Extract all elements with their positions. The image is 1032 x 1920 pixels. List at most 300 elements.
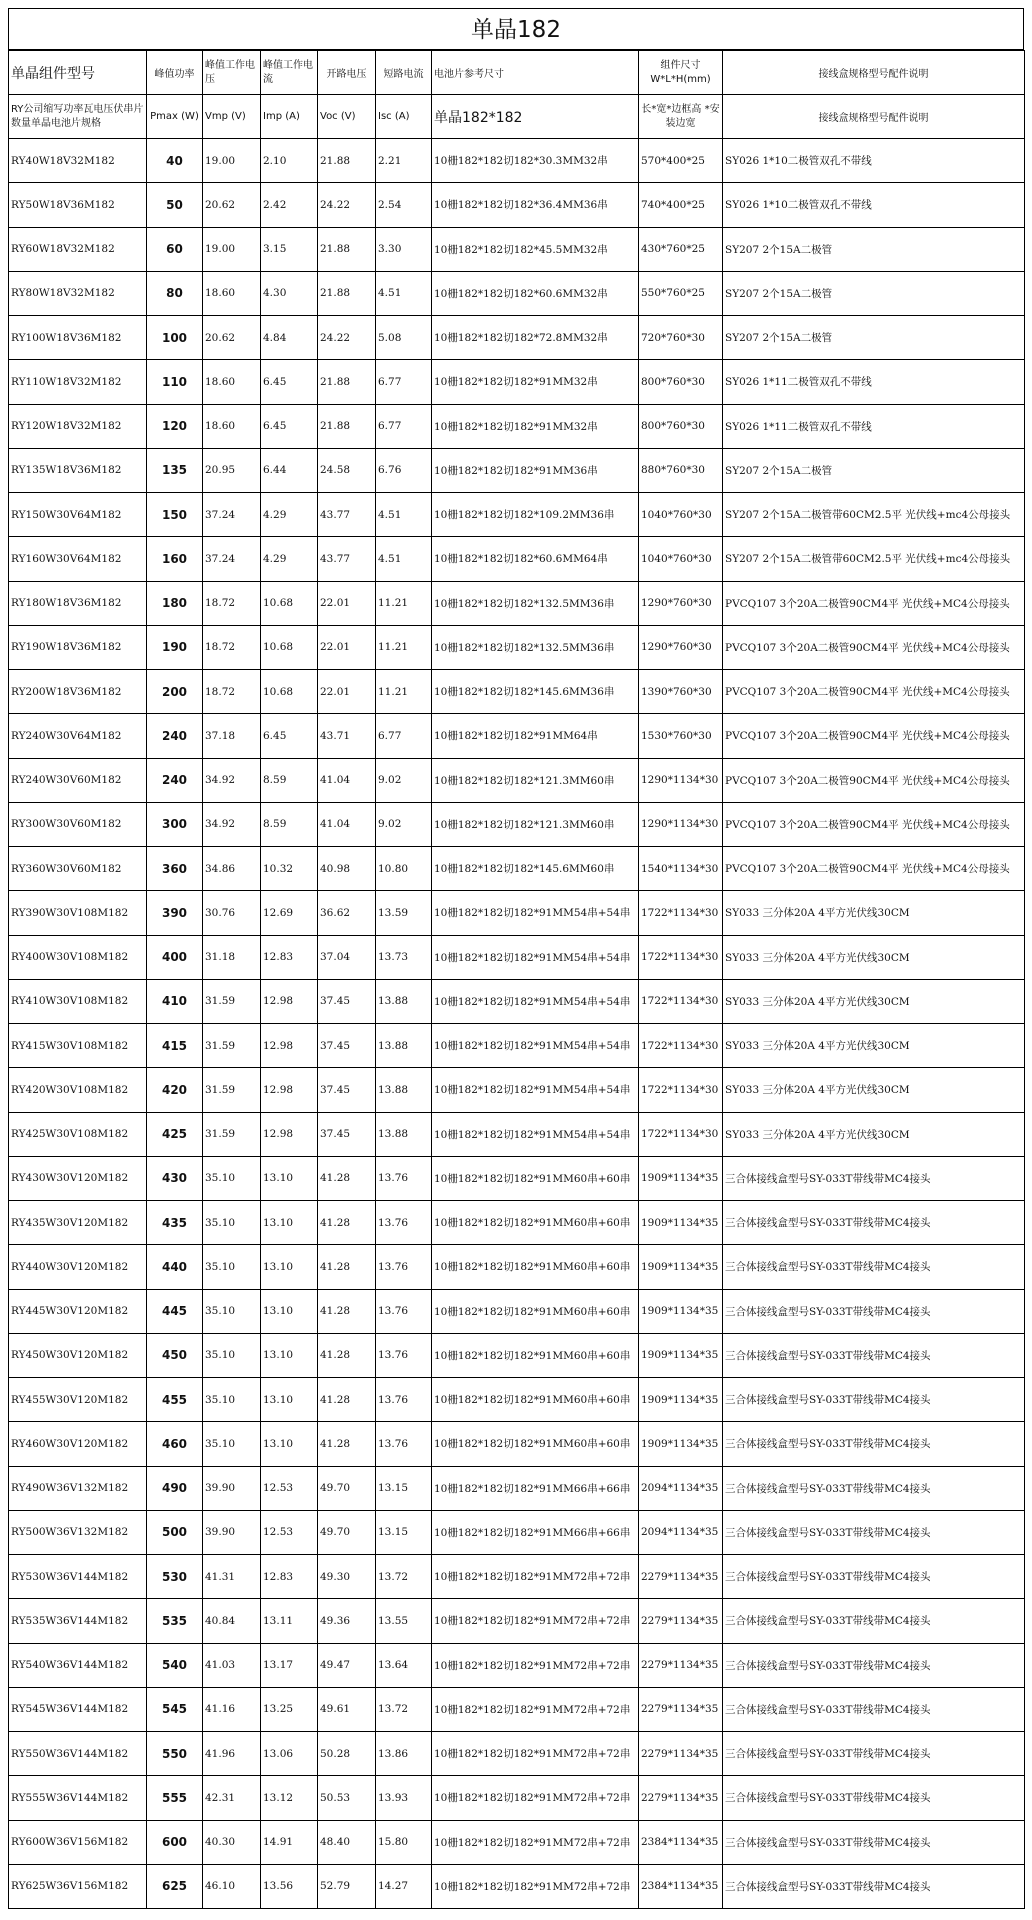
cell-isc: 13.88 [376, 979, 432, 1023]
cell-voc: 41.28 [318, 1156, 376, 1200]
cell-voc: 49.36 [318, 1599, 376, 1643]
cell-size: 2279*1134*35 [639, 1732, 723, 1776]
cell-voc: 41.04 [318, 802, 376, 846]
cell-cell: 10栅182*182切182*30.3MM32串 [432, 139, 639, 183]
cell-imp: 4.29 [261, 493, 318, 537]
cell-vmp: 35.10 [203, 1333, 261, 1377]
cell-vmp: 31.59 [203, 1024, 261, 1068]
cell-voc: 37.04 [318, 935, 376, 979]
cell-power: 420 [147, 1068, 203, 1112]
cell-imp: 2.42 [261, 183, 318, 227]
cell-vmp: 41.96 [203, 1732, 261, 1776]
cell-isc: 13.76 [376, 1201, 432, 1245]
table-row [9, 1555, 1025, 1599]
cell-cell: 10栅182*182切182*91MM54串+54串 [432, 979, 639, 1023]
cell-power: 460 [147, 1422, 203, 1466]
cell-model: RY555W36V144M182 [9, 1776, 147, 1820]
cell-model: RY435W30V120M182 [9, 1201, 147, 1245]
cell-isc: 2.54 [376, 183, 432, 227]
cell-voc: 43.77 [318, 493, 376, 537]
cell-cell: 10栅182*182切182*91MM60串+60串 [432, 1201, 639, 1245]
cell-jbox: 三合体接线盒型号SY-033T带线带MC4接头 [723, 1555, 1025, 1599]
cell-voc: 50.28 [318, 1732, 376, 1776]
cell-jbox: PVCQ107 3个20A二极管90CM4平 光伏线+MC4公母接头 [723, 625, 1025, 669]
cell-isc: 13.59 [376, 891, 432, 935]
cell-voc: 24.22 [318, 183, 376, 227]
table-row [9, 360, 1025, 404]
cell-imp: 12.69 [261, 891, 318, 935]
cell-isc: 3.30 [376, 227, 432, 271]
cell-power: 180 [147, 581, 203, 625]
cell-imp: 13.10 [261, 1201, 318, 1245]
cell-imp: 4.84 [261, 316, 318, 360]
cell-isc: 6.77 [376, 714, 432, 758]
cell-vmp: 34.92 [203, 758, 261, 802]
cell-voc: 36.62 [318, 891, 376, 935]
cell-jbox: SY026 1*10二极管双孔不带线 [723, 139, 1025, 183]
header2-cell: 单晶182*182 [432, 95, 639, 139]
cell-voc: 21.88 [318, 271, 376, 315]
cell-isc: 15.80 [376, 1820, 432, 1864]
cell-imp: 13.56 [261, 1864, 318, 1908]
header-imp: 峰值工作电流 [261, 51, 318, 95]
cell-jbox: 三合体接线盒型号SY-033T带线带MC4接头 [723, 1599, 1025, 1643]
cell-model: RY300W30V60M182 [9, 802, 147, 846]
header-cell: 电池片参考尺寸 [432, 51, 639, 95]
cell-model: RY415W30V108M182 [9, 1024, 147, 1068]
cell-jbox: PVCQ107 3个20A二极管90CM4平 光伏线+MC4公母接头 [723, 581, 1025, 625]
table-row [9, 404, 1025, 448]
cell-cell: 10栅182*182切182*121.3MM60串 [432, 758, 639, 802]
cell-voc: 49.30 [318, 1555, 376, 1599]
cell-voc: 41.28 [318, 1245, 376, 1289]
cell-isc: 13.15 [376, 1466, 432, 1510]
cell-cell: 10栅182*182切182*91MM54串+54串 [432, 1024, 639, 1068]
cell-voc: 43.77 [318, 537, 376, 581]
header-power: 峰值功率 [147, 51, 203, 95]
cell-cell: 10栅182*182切182*132.5MM36串 [432, 581, 639, 625]
cell-jbox: 三合体接线盒型号SY-033T带线带MC4接头 [723, 1289, 1025, 1333]
cell-voc: 41.28 [318, 1289, 376, 1333]
cell-size: 1909*1134*35 [639, 1378, 723, 1422]
cell-cell: 10栅182*182切182*91MM60串+60串 [432, 1156, 639, 1200]
cell-isc: 10.80 [376, 847, 432, 891]
cell-power: 110 [147, 360, 203, 404]
cell-voc: 52.79 [318, 1864, 376, 1908]
cell-power: 150 [147, 493, 203, 537]
cell-power: 550 [147, 1732, 203, 1776]
cell-model: RY190W18V36M182 [9, 625, 147, 669]
cell-imp: 2.10 [261, 139, 318, 183]
cell-vmp: 40.30 [203, 1820, 261, 1864]
cell-size: 570*400*25 [639, 139, 723, 183]
header2-voc: Voc (V) [318, 95, 376, 139]
table-row [9, 1378, 1025, 1422]
cell-vmp: 31.59 [203, 1112, 261, 1156]
cell-voc: 24.22 [318, 316, 376, 360]
cell-power: 535 [147, 1599, 203, 1643]
cell-isc: 13.88 [376, 1068, 432, 1112]
cell-model: RY535W36V144M182 [9, 1599, 147, 1643]
cell-voc: 49.70 [318, 1466, 376, 1510]
cell-voc: 37.45 [318, 1112, 376, 1156]
cell-jbox: 三合体接线盒型号SY-033T带线带MC4接头 [723, 1378, 1025, 1422]
cell-size: 2279*1134*35 [639, 1555, 723, 1599]
header2-isc: Isc (A) [376, 95, 432, 139]
cell-isc: 4.51 [376, 271, 432, 315]
cell-cell: 10栅182*182切182*91MM54串+54串 [432, 1068, 639, 1112]
cell-voc: 37.45 [318, 1024, 376, 1068]
cell-power: 80 [147, 271, 203, 315]
cell-power: 450 [147, 1333, 203, 1377]
cell-imp: 13.25 [261, 1687, 318, 1731]
table-row [9, 1201, 1025, 1245]
cell-imp: 13.10 [261, 1333, 318, 1377]
cell-vmp: 34.86 [203, 847, 261, 891]
cell-model: RY110W18V32M182 [9, 360, 147, 404]
cell-jbox: SY033 三分体20A 4平方光伏线30CM [723, 1112, 1025, 1156]
cell-cell: 10栅182*182切182*91MM54串+54串 [432, 1112, 639, 1156]
cell-voc: 21.88 [318, 139, 376, 183]
cell-vmp: 31.18 [203, 935, 261, 979]
cell-imp: 6.44 [261, 448, 318, 492]
cell-power: 490 [147, 1466, 203, 1510]
cell-size: 1290*1134*30 [639, 758, 723, 802]
cell-jbox: SY026 1*11二极管双孔不带线 [723, 404, 1025, 448]
cell-model: RY360W30V60M182 [9, 847, 147, 891]
cell-isc: 9.02 [376, 802, 432, 846]
cell-cell: 10栅182*182切182*132.5MM36串 [432, 625, 639, 669]
cell-jbox: 三合体接线盒型号SY-033T带线带MC4接头 [723, 1732, 1025, 1776]
cell-vmp: 40.84 [203, 1599, 261, 1643]
cell-voc: 40.98 [318, 847, 376, 891]
cell-imp: 13.10 [261, 1422, 318, 1466]
cell-size: 2384*1134*35 [639, 1820, 723, 1864]
cell-power: 160 [147, 537, 203, 581]
cell-size: 740*400*25 [639, 183, 723, 227]
cell-size: 2384*1134*35 [639, 1864, 723, 1908]
cell-imp: 13.17 [261, 1643, 318, 1687]
cell-isc: 13.73 [376, 935, 432, 979]
cell-imp: 4.29 [261, 537, 318, 581]
cell-power: 135 [147, 448, 203, 492]
cell-size: 1040*760*30 [639, 493, 723, 537]
cell-cell: 10栅182*182切182*91MM60串+60串 [432, 1245, 639, 1289]
cell-size: 1909*1134*35 [639, 1201, 723, 1245]
cell-jbox: 三合体接线盒型号SY-033T带线带MC4接头 [723, 1820, 1025, 1864]
cell-jbox: SY207 2个15A二极管带60CM2.5平 光伏线+mc4公母接头 [723, 493, 1025, 537]
cell-vmp: 42.31 [203, 1776, 261, 1820]
cell-cell: 10栅182*182切182*145.6MM36串 [432, 670, 639, 714]
table-row [9, 316, 1025, 360]
cell-voc: 22.01 [318, 670, 376, 714]
cell-vmp: 19.00 [203, 227, 261, 271]
cell-size: 1909*1134*35 [639, 1289, 723, 1333]
cell-vmp: 39.90 [203, 1466, 261, 1510]
cell-model: RY120W18V32M182 [9, 404, 147, 448]
cell-cell: 10栅182*182切182*45.5MM32串 [432, 227, 639, 271]
cell-jbox: PVCQ107 3个20A二极管90CM4平 光伏线+MC4公母接头 [723, 670, 1025, 714]
cell-voc: 21.88 [318, 227, 376, 271]
cell-model: RY240W30V64M182 [9, 714, 147, 758]
cell-model: RY200W18V36M182 [9, 670, 147, 714]
cell-size: 1040*760*30 [639, 537, 723, 581]
cell-cell: 10栅182*182切182*91MM72串+72串 [432, 1820, 639, 1864]
table-row [9, 1864, 1025, 1908]
cell-vmp: 18.60 [203, 404, 261, 448]
cell-jbox: SY207 2个15A二极管 [723, 316, 1025, 360]
cell-imp: 14.91 [261, 1820, 318, 1864]
cell-cell: 10栅182*182切182*36.4MM36串 [432, 183, 639, 227]
cell-cell: 10栅182*182切182*91MM60串+60串 [432, 1289, 639, 1333]
table-row [9, 1599, 1025, 1643]
cell-imp: 6.45 [261, 714, 318, 758]
table-row [9, 1024, 1025, 1068]
cell-jbox: 三合体接线盒型号SY-033T带线带MC4接头 [723, 1156, 1025, 1200]
cell-cell: 10栅182*182切182*91MM66串+66串 [432, 1510, 639, 1554]
cell-vmp: 35.10 [203, 1422, 261, 1466]
cell-model: RY600W36V156M182 [9, 1820, 147, 1864]
cell-isc: 4.51 [376, 537, 432, 581]
cell-size: 1722*1134*30 [639, 1068, 723, 1112]
cell-jbox: 三合体接线盒型号SY-033T带线带MC4接头 [723, 1643, 1025, 1687]
cell-power: 435 [147, 1201, 203, 1245]
header-row-2 [9, 95, 1025, 139]
spec-table [8, 50, 1025, 1909]
cell-jbox: 三合体接线盒型号SY-033T带线带MC4接头 [723, 1776, 1025, 1820]
cell-voc: 37.45 [318, 979, 376, 1023]
cell-model: RY540W36V144M182 [9, 1643, 147, 1687]
table-row [9, 714, 1025, 758]
cell-vmp: 37.24 [203, 537, 261, 581]
cell-isc: 13.76 [376, 1378, 432, 1422]
cell-voc: 21.88 [318, 404, 376, 448]
table-row [9, 625, 1025, 669]
cell-isc: 4.51 [376, 493, 432, 537]
table-row [9, 1776, 1025, 1820]
cell-isc: 13.88 [376, 1024, 432, 1068]
table-row [9, 670, 1025, 714]
cell-jbox: 三合体接线盒型号SY-033T带线带MC4接头 [723, 1687, 1025, 1731]
cell-power: 40 [147, 139, 203, 183]
table-row [9, 1112, 1025, 1156]
cell-model: RY80W18V32M182 [9, 271, 147, 315]
cell-size: 800*760*30 [639, 360, 723, 404]
cell-isc: 5.08 [376, 316, 432, 360]
cell-cell: 10栅182*182切182*91MM72串+72串 [432, 1687, 639, 1731]
cell-size: 1390*760*30 [639, 670, 723, 714]
header2-model: RY公司缩写功率瓦电压伏串片数量单晶电池片规格 [9, 95, 147, 139]
cell-power: 360 [147, 847, 203, 891]
cell-size: 1290*1134*30 [639, 802, 723, 846]
cell-power: 530 [147, 1555, 203, 1599]
cell-jbox: SY026 1*10二极管双孔不带线 [723, 183, 1025, 227]
cell-size: 1530*760*30 [639, 714, 723, 758]
cell-jbox: SY207 2个15A二极管 [723, 271, 1025, 315]
cell-power: 415 [147, 1024, 203, 1068]
table-row [9, 1422, 1025, 1466]
cell-imp: 12.98 [261, 1024, 318, 1068]
cell-cell: 10栅182*182切182*91MM66串+66串 [432, 1466, 639, 1510]
table-row [9, 758, 1025, 802]
header-size: 组件尺寸 W*L*H(mm) [639, 51, 723, 95]
cell-vmp: 18.72 [203, 670, 261, 714]
table-row [9, 493, 1025, 537]
cell-cell: 10栅182*182切182*91MM32串 [432, 360, 639, 404]
cell-imp: 13.12 [261, 1776, 318, 1820]
cell-vmp: 35.10 [203, 1378, 261, 1422]
header-jbox: 接线盒规格型号配件说明 [723, 51, 1025, 95]
cell-voc: 22.01 [318, 625, 376, 669]
table-row [9, 183, 1025, 227]
cell-size: 1909*1134*35 [639, 1156, 723, 1200]
cell-size: 1722*1134*30 [639, 1024, 723, 1068]
cell-imp: 6.45 [261, 404, 318, 448]
cell-model: RY150W30V64M182 [9, 493, 147, 537]
cell-model: RY60W18V32M182 [9, 227, 147, 271]
cell-power: 240 [147, 758, 203, 802]
cell-voc: 43.71 [318, 714, 376, 758]
header2-power: Pmax (W) [147, 95, 203, 139]
cell-model: RY625W36V156M182 [9, 1864, 147, 1908]
cell-model: RY500W36V132M182 [9, 1510, 147, 1554]
cell-voc: 49.47 [318, 1643, 376, 1687]
cell-model: RY460W30V120M182 [9, 1422, 147, 1466]
cell-power: 240 [147, 714, 203, 758]
cell-imp: 10.68 [261, 581, 318, 625]
cell-jbox: 三合体接线盒型号SY-033T带线带MC4接头 [723, 1510, 1025, 1554]
cell-vmp: 35.10 [203, 1245, 261, 1289]
cell-cell: 10栅182*182切182*91MM72串+72串 [432, 1643, 639, 1687]
cell-model: RY545W36V144M182 [9, 1687, 147, 1731]
header-row-1 [9, 51, 1025, 95]
cell-power: 500 [147, 1510, 203, 1554]
cell-imp: 3.15 [261, 227, 318, 271]
cell-jbox: 三合体接线盒型号SY-033T带线带MC4接头 [723, 1864, 1025, 1908]
cell-size: 1290*760*30 [639, 581, 723, 625]
cell-power: 400 [147, 935, 203, 979]
cell-vmp: 18.72 [203, 625, 261, 669]
cell-jbox: SY207 2个15A二极管 [723, 448, 1025, 492]
cell-model: RY410W30V108M182 [9, 979, 147, 1023]
table-row [9, 1245, 1025, 1289]
table-row [9, 448, 1025, 492]
cell-jbox: SY207 2个15A二极管带60CM2.5平 光伏线+mc4公母接头 [723, 537, 1025, 581]
cell-jbox: 三合体接线盒型号SY-033T带线带MC4接头 [723, 1422, 1025, 1466]
cell-isc: 11.21 [376, 625, 432, 669]
cell-imp: 12.53 [261, 1510, 318, 1554]
cell-power: 390 [147, 891, 203, 935]
table-row [9, 1732, 1025, 1776]
cell-imp: 13.06 [261, 1732, 318, 1776]
cell-imp: 12.98 [261, 1068, 318, 1112]
cell-power: 190 [147, 625, 203, 669]
cell-power: 545 [147, 1687, 203, 1731]
cell-jbox: 三合体接线盒型号SY-033T带线带MC4接头 [723, 1245, 1025, 1289]
cell-isc: 13.76 [376, 1289, 432, 1333]
cell-power: 430 [147, 1156, 203, 1200]
table-row [9, 935, 1025, 979]
cell-model: RY180W18V36M182 [9, 581, 147, 625]
cell-size: 1722*1134*30 [639, 891, 723, 935]
cell-isc: 6.77 [376, 360, 432, 404]
table-row [9, 1510, 1025, 1554]
cell-imp: 13.11 [261, 1599, 318, 1643]
table-row [9, 581, 1025, 625]
cell-imp: 13.10 [261, 1245, 318, 1289]
cell-cell: 10栅182*182切182*60.6MM64串 [432, 537, 639, 581]
cell-vmp: 46.10 [203, 1864, 261, 1908]
cell-vmp: 34.92 [203, 802, 261, 846]
table-row [9, 271, 1025, 315]
cell-vmp: 41.16 [203, 1687, 261, 1731]
cell-power: 60 [147, 227, 203, 271]
table-row [9, 537, 1025, 581]
cell-isc: 13.88 [376, 1112, 432, 1156]
cell-vmp: 20.62 [203, 316, 261, 360]
table-row [9, 227, 1025, 271]
header2-vmp: Vmp (V) [203, 95, 261, 139]
table-row [9, 802, 1025, 846]
cell-jbox: SY207 2个15A二极管 [723, 227, 1025, 271]
cell-cell: 10栅182*182切182*91MM72串+72串 [432, 1776, 639, 1820]
cell-power: 120 [147, 404, 203, 448]
cell-imp: 12.83 [261, 935, 318, 979]
cell-voc: 41.28 [318, 1378, 376, 1422]
cell-cell: 10栅182*182切182*72.8MM32串 [432, 316, 639, 360]
cell-imp: 10.68 [261, 625, 318, 669]
cell-cell: 10栅182*182切182*91MM72串+72串 [432, 1864, 639, 1908]
cell-jbox: SY033 三分体20A 4平方光伏线30CM [723, 979, 1025, 1023]
cell-imp: 13.10 [261, 1289, 318, 1333]
cell-isc: 13.15 [376, 1510, 432, 1554]
cell-power: 425 [147, 1112, 203, 1156]
cell-vmp: 19.00 [203, 139, 261, 183]
cell-cell: 10栅182*182切182*91MM54串+54串 [432, 891, 639, 935]
cell-size: 2279*1134*35 [639, 1687, 723, 1731]
cell-cell: 10栅182*182切182*91MM60串+60串 [432, 1378, 639, 1422]
cell-isc: 11.21 [376, 670, 432, 714]
cell-cell: 10栅182*182切182*109.2MM36串 [432, 493, 639, 537]
cell-model: RY40W18V32M182 [9, 139, 147, 183]
cell-size: 2094*1134*35 [639, 1510, 723, 1554]
cell-jbox: PVCQ107 3个20A二极管90CM4平 光伏线+MC4公母接头 [723, 714, 1025, 758]
cell-jbox: SY033 三分体20A 4平方光伏线30CM [723, 935, 1025, 979]
cell-model: RY455W30V120M182 [9, 1378, 147, 1422]
table-row [9, 1643, 1025, 1687]
cell-imp: 8.59 [261, 758, 318, 802]
cell-power: 555 [147, 1776, 203, 1820]
spec-sheet [8, 8, 1024, 1909]
cell-cell: 10栅182*182切182*91MM60串+60串 [432, 1333, 639, 1377]
cell-size: 1909*1134*35 [639, 1245, 723, 1289]
cell-vmp: 41.31 [203, 1555, 261, 1599]
cell-power: 540 [147, 1643, 203, 1687]
table-row [9, 1156, 1025, 1200]
cell-jbox: PVCQ107 3个20A二极管90CM4平 光伏线+MC4公母接头 [723, 847, 1025, 891]
cell-model: RY100W18V36M182 [9, 316, 147, 360]
cell-vmp: 35.10 [203, 1201, 261, 1245]
cell-voc: 41.04 [318, 758, 376, 802]
cell-cell: 10栅182*182切182*91MM72串+72串 [432, 1555, 639, 1599]
cell-imp: 12.83 [261, 1555, 318, 1599]
cell-isc: 13.55 [376, 1599, 432, 1643]
cell-size: 1722*1134*30 [639, 935, 723, 979]
cell-size: 1722*1134*30 [639, 1112, 723, 1156]
cell-imp: 10.68 [261, 670, 318, 714]
cell-voc: 48.40 [318, 1820, 376, 1864]
cell-voc: 37.45 [318, 1068, 376, 1112]
